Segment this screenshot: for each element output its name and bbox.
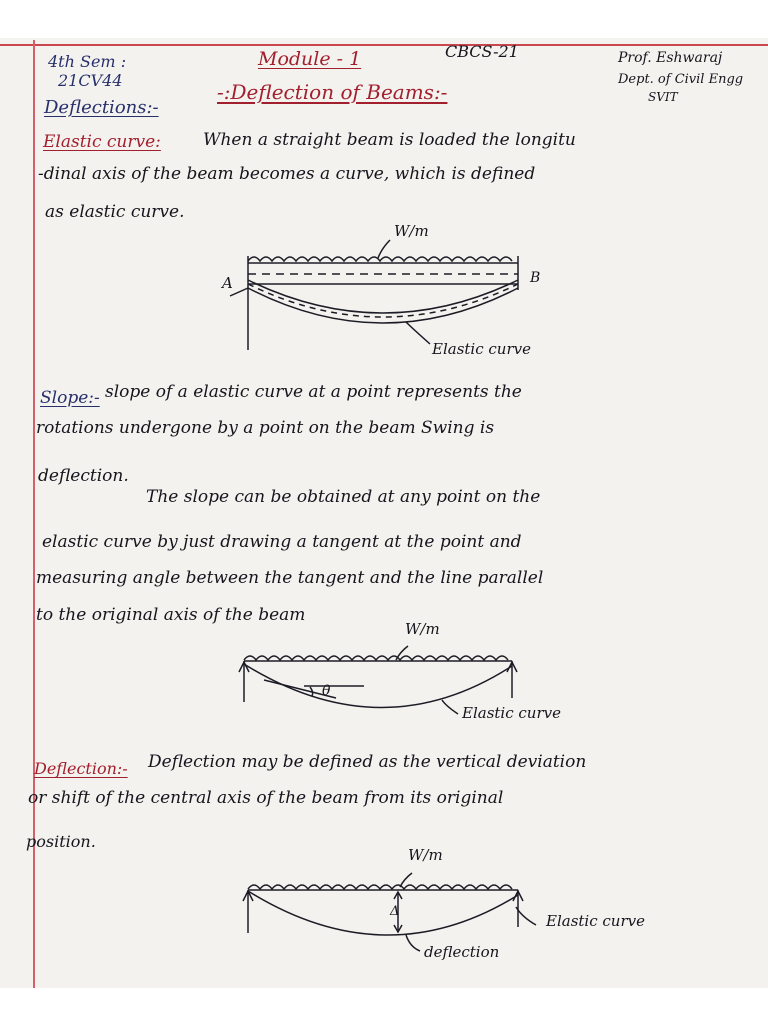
deflection-line: Deflection may be defined as the vertical deviation	[148, 752, 587, 772]
diagram2-angle-label: θ	[322, 683, 331, 699]
department-name: Dept. of Civil Engg	[618, 72, 744, 87]
load-pointer	[378, 240, 390, 258]
diagram3-load-label: W/m	[408, 846, 443, 864]
diagram1-support-b: B	[530, 270, 541, 286]
module-title: Module - 1	[258, 48, 362, 70]
slope-line: rotations undergone by a point on the beam Swing is	[36, 418, 495, 438]
deflection-pointer	[406, 935, 420, 951]
distributed-load-loops	[248, 885, 512, 889]
distributed-load-loops	[244, 656, 508, 660]
slope-diagram	[232, 640, 532, 750]
diagram3-deflection-label: deflection	[424, 943, 500, 961]
slope-line: deflection.	[38, 466, 129, 486]
curve-pointer	[442, 700, 458, 714]
elastic-curve-line: When a straight beam is loaded the longitu	[203, 130, 576, 150]
course-code: 21CV44	[58, 71, 123, 90]
slope-line: slope of a elastic curve at a point represents the	[105, 382, 522, 402]
elastic-curve-dashed	[248, 284, 518, 317]
deflection-term: Deflection:-	[34, 759, 128, 778]
diagram1-curve-label: Elastic curve	[432, 340, 531, 358]
curve-pointer	[406, 322, 430, 344]
diagram2-curve-label: Elastic curve	[462, 704, 561, 722]
diagram3-curve-label: Elastic curve	[546, 912, 645, 930]
curve-pointer	[516, 907, 536, 925]
scheme-label: CBCS-21	[445, 42, 519, 61]
diagram3-delta-label: Δ	[390, 904, 400, 919]
diagram1-load-label: W/m	[394, 222, 429, 240]
distributed-load-loops	[248, 257, 512, 261]
slope-line: to the original axis of the beam	[36, 605, 306, 625]
deflection-line: or shift of the central axis of the beam from its original	[28, 788, 504, 808]
elastic-curve-term: Elastic curve:	[43, 132, 161, 152]
deflected-beam-bottom	[248, 288, 518, 323]
deflection-line: position.	[26, 832, 96, 851]
diagram2-load-label: W/m	[405, 620, 440, 638]
section-heading: Deflections:-	[44, 97, 159, 118]
slope-term: Slope:-	[40, 388, 100, 408]
semester-label: 4th Sem :	[48, 52, 127, 71]
slope-line: elastic curve by just drawing a tangent at the point and	[42, 532, 522, 552]
institute-name: SVIT	[648, 90, 678, 104]
elastic-curve-line: as elastic curve.	[45, 202, 185, 222]
deflected-beam-top	[248, 280, 518, 313]
professor-name: Prof. Eshwaraj	[618, 50, 723, 66]
diagram1-support-a: A	[222, 274, 233, 292]
slope-line: The slope can be obtained at any point on the	[146, 487, 541, 507]
elastic-curve-line: -dinal axis of the beam becomes a curve, which is defined	[38, 164, 536, 184]
elastic-curve	[248, 891, 518, 935]
page-top-rule	[0, 44, 768, 46]
slope-line: measuring angle between the tangent and the line parallel	[36, 568, 544, 588]
page-title: -:Deflection of Beams:-	[217, 80, 448, 104]
